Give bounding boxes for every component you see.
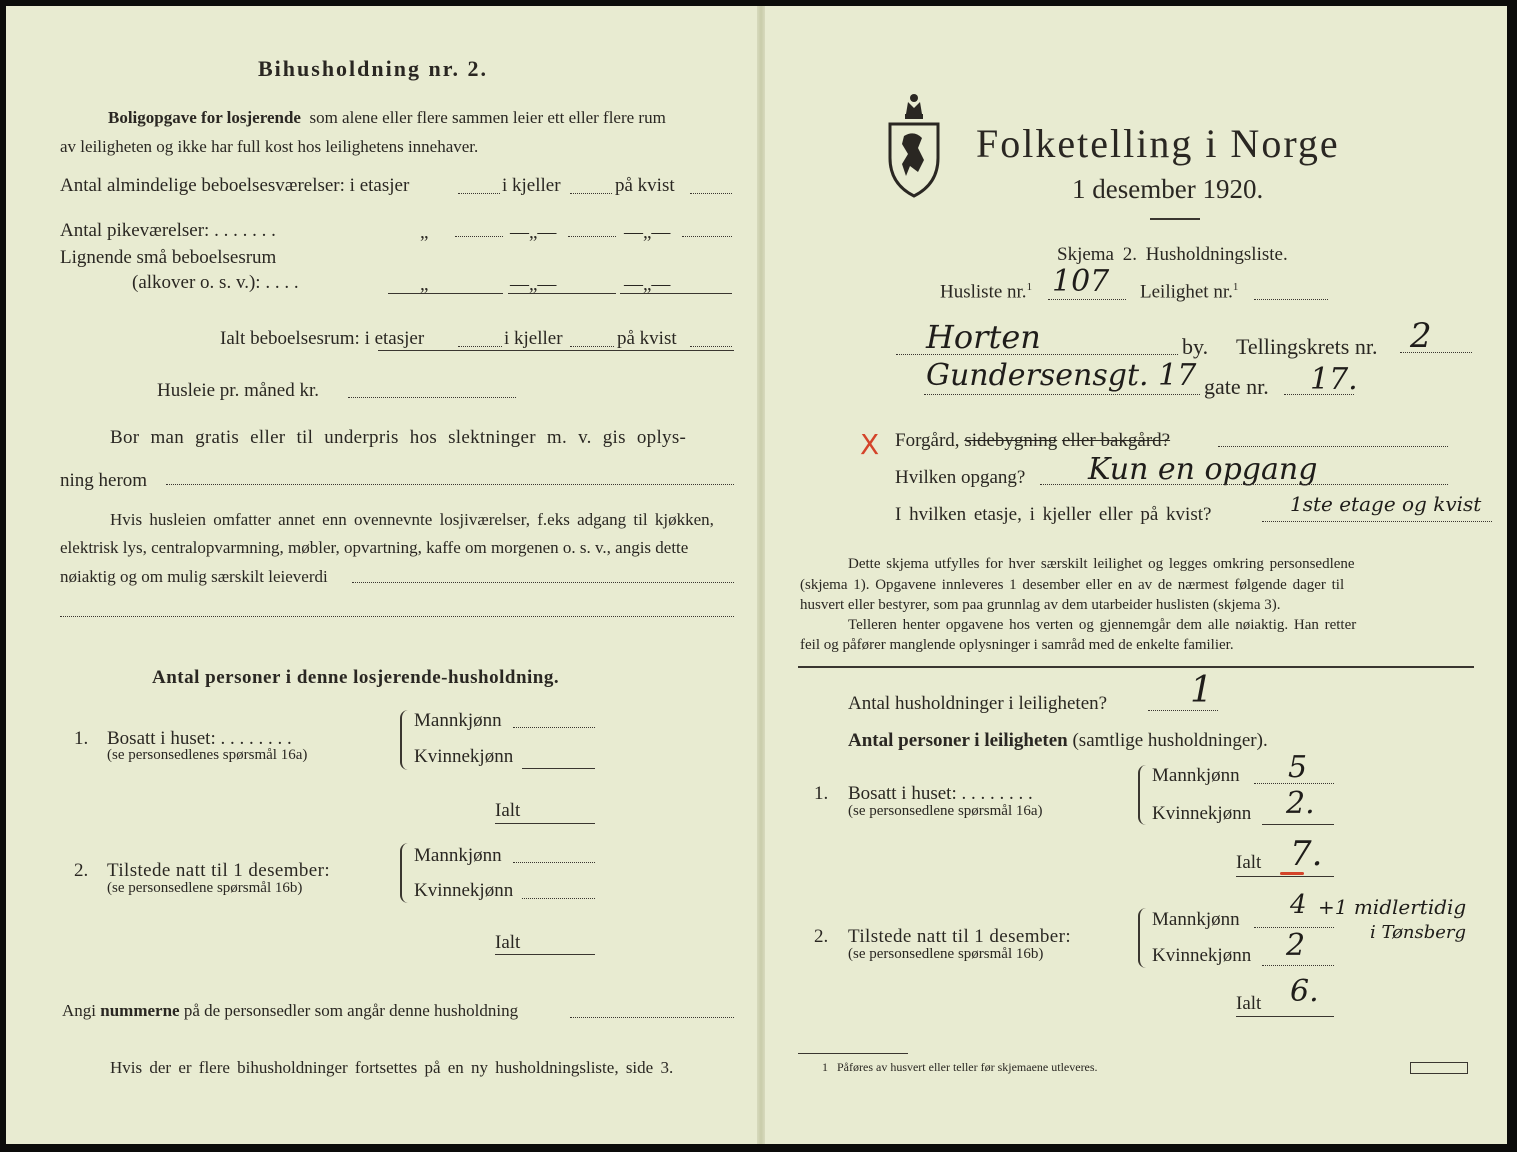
right-title: Folketelling i Norge: [976, 121, 1340, 166]
opgang-field: [1040, 484, 1448, 485]
lignende-etasjer-field[interactable]: [388, 293, 503, 294]
rooms-etasjer-field[interactable]: [458, 193, 500, 194]
pike-etasjer-field[interactable]: [455, 236, 503, 237]
left-q2-kvinne-label: Kvinnekjønn: [414, 880, 514, 901]
pike-kjeller-field[interactable]: [568, 236, 616, 237]
right-q1-ialt-label: Ialt: [1236, 852, 1262, 873]
husliste-label: Husliste nr.$^1$: [940, 281, 1033, 303]
right-q2-mann-label: Mannkjønn: [1152, 909, 1240, 930]
husleie-label: Husleie pr. måned kr.: [157, 380, 319, 401]
leieverdi-field[interactable]: [352, 582, 734, 583]
krets-value[interactable]: 2: [1410, 316, 1432, 356]
red-check-stroke: [1280, 872, 1304, 875]
right-q1-kvinne-field: [1262, 824, 1334, 825]
angi-field[interactable]: [570, 1017, 734, 1018]
right-q2-brace: [1138, 908, 1148, 968]
title-rule: [1150, 218, 1200, 220]
intro-line-1: Boligopgave for losjerende som alene eller flere sammen leier ett eller flere rum: [108, 108, 666, 127]
hvis-line-3: nøiaktig og om mulig særskilt leieverdi: [60, 567, 328, 586]
etasje-label: I hvilken etasje, i kjeller eller på kvist?: [895, 504, 1212, 525]
left-q2-ialt-field[interactable]: [495, 954, 595, 955]
left-q1-sub: (se personsedlenes spørsmål 16a): [107, 747, 308, 763]
gratis-line-1: Bor man gratis eller til underpris hos slektninger m. v. gis oplys-: [110, 427, 687, 448]
right-q1-mann-label: Mannkjønn: [1152, 765, 1240, 786]
right-q2-note-1[interactable]: +1 midlertidig: [1318, 895, 1467, 919]
gate-nr-value[interactable]: 17.: [1310, 362, 1358, 397]
left-q2-kvinne-field[interactable]: [522, 898, 595, 899]
instr-rule: [798, 666, 1474, 668]
hush-value[interactable]: 1: [1190, 670, 1213, 711]
left-q1-ialt-label: Ialt: [495, 800, 521, 821]
instr-line-2: (skjema 1). Opgavene innleveres 1 desember eller en av de nærmest følgende dager til: [800, 577, 1345, 593]
gate-value[interactable]: Gundersensgt. 17: [926, 358, 1197, 393]
husleie-field[interactable]: [348, 397, 516, 398]
left-q1-label: Bosatt i huset: . . . . . . . .: [107, 728, 292, 749]
page-fold: [757, 6, 765, 1144]
right-q1-kvinne-label: Kvinnekjønn: [1152, 803, 1252, 824]
hvis-line-2: elektrisk lys, centralopvarmning, møbler, opvartning, kaffe om morgenen o. s. v., angis dette: [60, 538, 689, 557]
ialt-kjeller-label: i kjeller: [504, 328, 563, 349]
skjema-label: Skjema 2. Husholdningsliste.: [1057, 244, 1288, 265]
left-q1-brace: [400, 710, 410, 770]
ialt-etasjer-field[interactable]: [458, 346, 502, 347]
gate-label: gate nr.: [1204, 374, 1269, 399]
ialt-rooms-label: Ialt beboelsesrum: i etasjer: [220, 328, 425, 349]
angi-line: Angi nummerne på de personsedler som angår denne husholdning: [62, 1001, 519, 1020]
left-title: Bihusholdning nr. 2.: [258, 56, 488, 81]
right-q1-label: Bosatt i huset: . . . . . . . .: [848, 783, 1033, 804]
right-q2-ialt-value[interactable]: 6.: [1290, 974, 1319, 1009]
lignende-ditto-3: —„—: [624, 274, 671, 295]
right-q2-label: Tilstede natt til 1 desember:: [848, 926, 1072, 947]
by-value[interactable]: Horten: [926, 318, 1041, 356]
leilighet-label: Leilighet nr.$^1$: [1140, 281, 1239, 303]
pike-ditto-2: —„—: [510, 222, 557, 243]
forgaard-line: Forgård, sidebygning eller bakgård?: [895, 430, 1171, 451]
left-q1-kvinne-field[interactable]: [522, 768, 595, 769]
etasje-value[interactable]: 1ste etage og kvist: [1290, 492, 1482, 516]
pike-label: Antal pikeværelser: . . . . . . .: [60, 220, 276, 241]
right-q1-mann-value[interactable]: 5: [1288, 750, 1308, 785]
printer-stamp-icon: [1410, 1062, 1468, 1074]
pike-ditto: „: [420, 222, 429, 243]
left-q2-ialt-label: Ialt: [495, 932, 521, 953]
ialt-kvist-label: på kvist: [617, 328, 677, 349]
left-q2-mann-label: Mannkjønn: [414, 845, 502, 866]
left-footer: Hvis der er flere bihusholdninger fortsettes på en ny husholdningsliste, side 3.: [110, 1058, 674, 1077]
right-q1-brace: [1138, 765, 1148, 825]
right-q2-kvinne-value[interactable]: 2: [1286, 928, 1306, 963]
hvis-line-1: Hvis husleien omfatter annet enn ovennevnte losjiværelser, f.eks adgang til kjøkken,: [110, 510, 714, 529]
left-q2-label: Tilstede natt til 1 desember:: [107, 860, 331, 881]
personer-heading: Antal personer i leiligheten (samtlige husholdninger).: [848, 730, 1268, 751]
rooms-label: Antal almindelige beboelsesværelser: i etasjer: [60, 175, 410, 196]
rooms-kvist-field[interactable]: [690, 193, 732, 194]
by-label: by.: [1182, 334, 1209, 359]
forgaard-field[interactable]: [1218, 446, 1448, 447]
opgang-label: Hvilken opgang?: [895, 467, 1026, 488]
left-q1-ialt-field[interactable]: [495, 823, 595, 824]
right-q2-sub: (se personsedlene spørsmål 16b): [848, 946, 1044, 962]
instr-line-5: feil og påfører manglende oplysninger i samråd med de enkelte familier.: [800, 637, 1234, 653]
left-q2-sub: (se personsedlene spørsmål 16b): [107, 880, 303, 896]
right-q2-kvinne-label: Kvinnekjønn: [1152, 945, 1252, 966]
instr-line-3: husvert eller bestyrer, som paa grunnlag av dem utarbeider huslisten (skjema 3).: [800, 597, 1281, 613]
footnote: 1 Påføres av husvert eller teller før skjemaene utleveres.: [822, 1060, 1098, 1074]
hush-label: Antal husholdninger i leiligheten?: [848, 693, 1108, 714]
ialt-kvist-field[interactable]: [690, 346, 732, 347]
left-q1-num: 1.: [74, 728, 89, 749]
norwegian-coat-of-arms-icon: [884, 84, 944, 198]
instr-line-4: Telleren henter opgavene hos verten og gjennemgår dem alle nøiaktig. Han retter: [848, 617, 1357, 633]
right-q1-mann-field: [1254, 783, 1334, 784]
left-q1-kvinne-label: Kvinnekjønn: [414, 746, 514, 767]
right-q2-note-2[interactable]: i Tønsberg: [1370, 922, 1467, 943]
right-q1-ialt-field: [1236, 876, 1334, 877]
left-q1-mann-label: Mannkjønn: [414, 710, 502, 731]
lignende-label-1: Lignende små beboelsesrum: [60, 247, 277, 268]
instr-line-1: Dette skjema utfylles for hver særskilt leilighet og legges omkring personsedlene: [848, 556, 1355, 572]
right-q2-ialt-label: Ialt: [1236, 993, 1262, 1014]
krets-label: Tellingskrets nr.: [1236, 334, 1378, 359]
etasje-field: [1262, 521, 1492, 522]
left-persons-heading: Antal personer i denne losjerende-husholdning.: [152, 667, 560, 688]
krets-field: [1400, 352, 1472, 353]
husliste-field: [1048, 299, 1126, 300]
leieverdi-field-2[interactable]: [60, 616, 734, 617]
rooms-kjeller-label: i kjeller: [502, 175, 561, 196]
footnote-rule: [798, 1053, 908, 1054]
leilighet-field[interactable]: [1254, 299, 1328, 300]
right-q1-num: 1.: [814, 783, 829, 804]
right-q1-sub: (se personsedlene spørsmål 16a): [848, 803, 1043, 819]
right-q2-num: 2.: [814, 926, 829, 947]
forgaard-check-mark[interactable]: X: [860, 428, 880, 461]
opgang-value[interactable]: Kun en opgang: [1088, 452, 1318, 487]
rooms-kjeller-field[interactable]: [570, 193, 612, 194]
rooms-kvist-label: på kvist: [615, 175, 675, 196]
ialt-kjeller-field[interactable]: [570, 346, 614, 347]
hush-field: [1148, 710, 1218, 711]
right-q1-kvinne-value[interactable]: 2.: [1286, 786, 1315, 821]
left-q2-mann-field[interactable]: [513, 862, 595, 863]
left-q1-mann-field[interactable]: [513, 727, 595, 728]
lignende-ditto: „: [420, 274, 429, 295]
gratis-field[interactable]: [166, 484, 734, 485]
census-date: 1 desember 1920.: [1072, 174, 1264, 204]
by-field: [896, 354, 1178, 355]
husliste-value[interactable]: 107: [1052, 264, 1110, 299]
left-q2-brace: [400, 843, 410, 903]
gate-nr-field: [1284, 394, 1354, 395]
lignende-ditto-2: —„—: [510, 274, 557, 295]
lignende-kvist-field[interactable]: [620, 293, 732, 294]
pike-kvist-field[interactable]: [682, 236, 732, 237]
right-q1-ialt-value[interactable]: 7.: [1290, 834, 1323, 874]
pike-ditto-3: —„—: [624, 222, 671, 243]
intro-line-2: av leiligheten og ikke har full kost hos leilighetens innehaver.: [60, 137, 479, 156]
right-q2-mann-value[interactable]: 4: [1290, 890, 1307, 920]
gratis-line-2: ning herom: [60, 470, 148, 491]
lignende-kjeller-field[interactable]: [508, 293, 616, 294]
right-q2-kvinne-field: [1262, 965, 1334, 966]
gate-field: [924, 394, 1200, 395]
right-q2-ialt-field: [1236, 1016, 1334, 1017]
lignende-label-2: (alkover o. s. v.): . . . .: [132, 272, 299, 293]
left-q2-num: 2.: [74, 860, 89, 881]
ialt-underline: [378, 350, 734, 351]
